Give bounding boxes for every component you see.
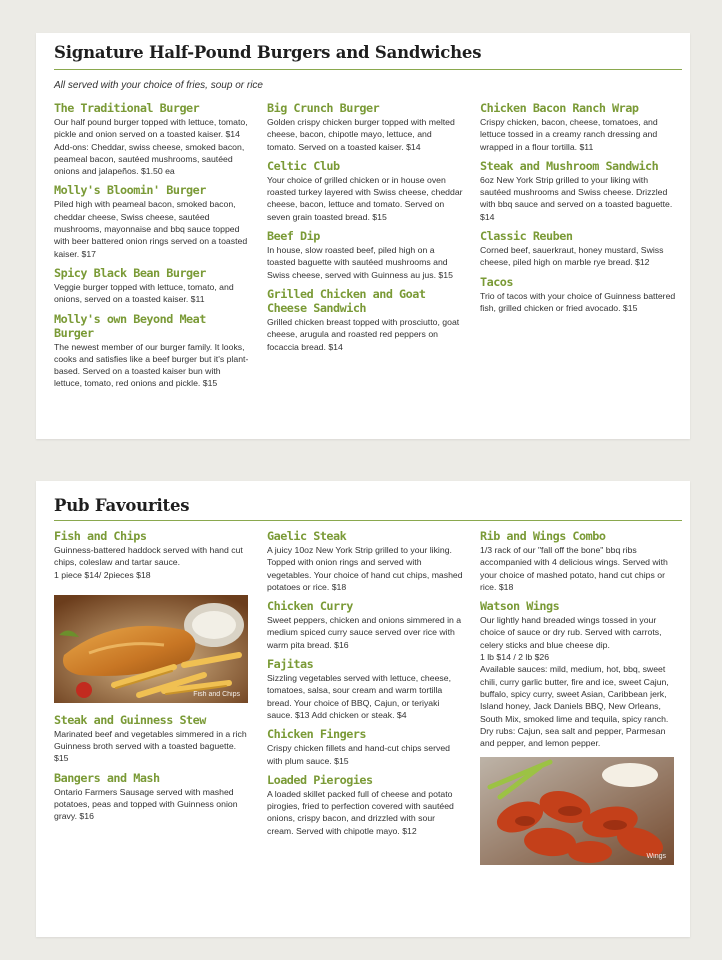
item-name: Gaelic Steak — [267, 529, 347, 543]
menu-item — [54, 771, 250, 823]
menu-item-addons — [54, 141, 250, 178]
item-name: Beef Dip — [267, 229, 320, 244]
menu-item — [54, 266, 250, 306]
fish-and-chips-photo — [54, 595, 248, 703]
item-description: 6oz New York Strip grilled to your liking with sautéed mushrooms and Swiss cheese. Drizzled with bbq sauce and served on a toasted baguette. $14 — [480, 174, 673, 222]
item-name: Classic Reuben — [480, 229, 573, 244]
item-description: Piled high with peameal bacon, smoked bacon, cheddar cheese, Swiss cheese, sautéed mushrooms, mayonnaise and bbq sauce topped with beer battered onion rings served on a toasted kaiser. $17 — [54, 199, 248, 259]
section-divider — [54, 520, 682, 521]
item-description: A juicy 10oz New York Strip grilled to your liking. Topped with onion rings and served with vegetables. Your choice of hand cut chips, mashed potatoes or rice. $18 — [267, 545, 463, 592]
item-description: Corned beef, sauerkraut, honey mustard, Swiss cheese, piled high on marble rye bread. $12 — [480, 245, 664, 268]
section-subtitle: All served with your choice of fries, soup or rice — [54, 80, 263, 91]
item-name: The Traditional Burger — [54, 101, 200, 115]
menu-item — [267, 101, 463, 153]
item-description: Trio of tacos with your choice of Guinness battered fish, grilled chicken or fried avocado. $15 — [480, 290, 676, 313]
menu-item — [480, 159, 676, 223]
item-price: 1 piece $14/ 2pieces $18 — [54, 569, 151, 580]
menu-item — [54, 101, 250, 141]
menu-item — [267, 159, 463, 223]
menu-item — [267, 287, 463, 353]
item-name: Molly's own Beyond Meat Burger — [54, 311, 206, 340]
photo-caption: Wings — [646, 853, 666, 861]
menu-item — [54, 529, 250, 581]
item-description: In house, slow roasted beef, piled high on a toasted baguette with sautéed mushrooms and Swiss cheese, served with Guinness au jus. $15 — [267, 245, 453, 280]
section-title-pub: Pub Favourites — [54, 496, 190, 515]
menu-item — [267, 599, 463, 651]
item-description: Crispy chicken fillets and hand-cut chips served with plum sauce. $15 — [267, 743, 451, 766]
item-description: Guinness-battered haddock served with hand cut chips, coleslaw and tartar sauce. — [54, 545, 243, 568]
menu-item — [267, 529, 463, 593]
item-name: Loaded Pierogies — [267, 772, 373, 787]
item-name: Molly's Bloomin' Burger — [54, 183, 206, 198]
wings-photo — [480, 757, 674, 865]
item-description: 1/3 rack of our "fall off the bone" bbq ribs accompanied with 4 delicious wings. Served with your choice of mashed potato, hand cut chips or rice. $18 — [480, 545, 668, 592]
menu-item — [480, 229, 676, 269]
menu-item — [267, 229, 463, 281]
item-name: Chicken Fingers — [267, 727, 367, 742]
photo-caption: Fish and Chips — [193, 690, 240, 698]
item-description: Veggie burger topped with lettuce, tomato, and onions, served on a toasted kaiser. $11 — [54, 281, 234, 305]
item-name: Rib and Wings Combo — [480, 529, 606, 543]
section-divider — [54, 69, 682, 70]
item-description: Our lightly hand breaded wings tossed in your choice of sauce or dry rub. Served with carrots, celery sticks and blue cheese dip. — [480, 615, 662, 650]
item-name: Grilled Chicken and Goat Cheese Sandwich — [267, 286, 426, 315]
item-dry-rubs: Dry rubs: Cajun, sea salt and pepper, Parmesan and pepper, and lemon pepper. — [480, 725, 666, 749]
item-description: Add-ons: Cheddar, swiss cheese, smoked bacon, peameal bacon, sautéed mushrooms, sautéed onions and jalapeños. $1.50 ea — [54, 141, 245, 177]
item-description: Sweet peppers, chicken and onions simmered in a medium spiced curry sauce served over rice with warm pita bread. $16 — [267, 615, 462, 650]
item-description: Golden crispy chicken burger topped with melted cheese, bacon, chipotle mayo, lettuce, and tomato. Served on a toasted kaiser. $14 — [267, 117, 455, 152]
menu-column-2 — [267, 529, 463, 843]
menu-item-watson-wings — [480, 599, 676, 749]
item-name: Steak and Mushroom Sandwich — [480, 158, 659, 173]
menu-item — [54, 312, 250, 390]
item-description: Grilled chicken breast topped with prosciutto, goat cheese, arugula and roasted red peppers on focaccia bread. $14 — [267, 316, 460, 352]
item-description: Crispy chicken, bacon, cheese, tomatoes, and lettuce tossed in a creamy ranch dressing and wrapped in a flour tortilla. $11 — [480, 117, 658, 152]
item-name: Big Crunch Burger — [267, 101, 380, 115]
item-sauces: Available sauces: mild, medium, hot, bbq, sweet chili, curry garlic butter, fire and ice, sweet Cajun, buffalo, spicy curry, sweet Asian, Caribbean jerk, Island honey, Jack Daniels BBQ, New Orleans, South Mix, smoked lime and tequila, spicy ranch. — [480, 664, 669, 724]
item-name: Chicken Bacon Ranch Wrap — [480, 101, 639, 115]
fish-and-chips-image — [54, 595, 248, 703]
menu-column-1 — [54, 101, 250, 396]
menu-column-1 — [54, 529, 250, 829]
menu-item — [480, 101, 676, 153]
signature-burgers-panel — [36, 33, 690, 439]
menu-item — [267, 727, 463, 767]
menu-item — [480, 275, 676, 315]
menu-item — [54, 183, 250, 259]
item-description: Ontario Farmers Sausage served with mashed potatoes, peas and topped with Guinness onion gravy. $16 — [54, 786, 238, 822]
item-name: Celtic Club — [267, 158, 340, 173]
item-name: Bangers and Mash — [54, 770, 160, 785]
menu-column-3 — [480, 101, 676, 320]
item-description: The newest member of our burger family. It looks, cooks and satisfies like a beef burger but it's plant-based. Served on a toasted kaiser bun with lettuce, tomato, red onions and pickle. $15 — [54, 341, 249, 389]
item-name: Fish and Chips — [54, 529, 147, 543]
item-name: Steak and Guinness Stew — [54, 712, 206, 727]
menu-item — [480, 529, 676, 593]
item-name: Spicy Black Bean Burger — [54, 265, 206, 280]
menu-column-3 — [480, 529, 676, 875]
menu-item — [267, 773, 463, 837]
section-title-signature: Signature Half-Pound Burgers and Sandwiches — [54, 43, 482, 62]
item-name: Chicken Curry — [267, 599, 353, 614]
menu-item — [267, 657, 463, 721]
pub-favourites-panel — [36, 481, 690, 937]
item-name: Watson Wings — [480, 599, 560, 614]
item-description: Our half pound burger topped with lettuce, tomato, pickle and onion served on a toasted kaiser. $14 — [54, 117, 248, 140]
menu-column-2 — [267, 101, 463, 359]
item-name: Fajitas — [267, 657, 314, 672]
item-price: 1 lb $14 / 2 lb $26 — [480, 652, 550, 663]
wings-image — [480, 757, 674, 865]
menu-item — [54, 713, 250, 765]
item-description: Your choice of grilled chicken or in house oven roasted turkey layered with Swiss cheese, cheddar cheese, bacon, lettuce and tomato. Served on seven grain toasted bread. $15 — [267, 174, 463, 222]
item-description: Marinated beef and vegetables simmered in a rich Guinness broth served with a toasted baguette. $15 — [54, 728, 247, 764]
item-description: A loaded skillet packed full of cheese and potato pirogies, fried to perfection covered with sautéed onions, crispy bacon, and drizzled with sour cream. Served with chipotle mayo. $12 — [267, 788, 454, 836]
item-description: Sizzling vegetables served with lettuce, cheese, tomatoes, salsa, sour cream and warm tortilla bread. Your choice of BBQ, Cajun, or teriyaki sauce. $13 Add chicken or steak. $4 — [267, 673, 451, 720]
item-name: Tacos — [480, 274, 514, 289]
